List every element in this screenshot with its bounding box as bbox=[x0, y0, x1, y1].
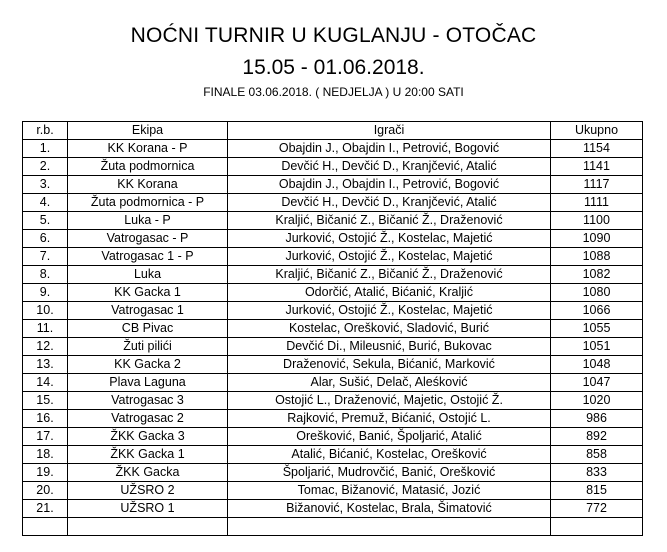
cell-ukupno: 815 bbox=[551, 482, 643, 500]
cell-rb: 8. bbox=[23, 266, 68, 284]
cell-rb: 5. bbox=[23, 212, 68, 230]
cell-rb: 4. bbox=[23, 194, 68, 212]
cell-ekipa bbox=[68, 518, 228, 536]
table-row bbox=[23, 212, 643, 230]
cell-rb: 9. bbox=[23, 284, 68, 302]
cell-igraci: Špoljarić, Mudrovčić, Banić, Orešković bbox=[228, 464, 551, 482]
cell-ukupno: 1047 bbox=[551, 374, 643, 392]
cell-ekipa: Vatrogasac - P bbox=[68, 230, 228, 248]
cell-ukupno: 1100 bbox=[551, 212, 643, 230]
cell-rb: 3. bbox=[23, 176, 68, 194]
cell-igraci: Obajdin J., Obajdin I., Petrović, Bogović bbox=[228, 176, 551, 194]
cell-igraci: Jurković, Ostojić Ž., Kostelac, Majetić bbox=[228, 302, 551, 320]
cell-ukupno: 1154 bbox=[551, 140, 643, 158]
results-table bbox=[22, 121, 643, 536]
cell-igraci: Odorčić, Atalić, Bićanić, Kraljić bbox=[228, 284, 551, 302]
cell-ukupno: 1048 bbox=[551, 356, 643, 374]
cell-ekipa: Žuti pilići bbox=[68, 338, 228, 356]
table-row bbox=[23, 518, 643, 536]
cell-ukupno: 1088 bbox=[551, 248, 643, 266]
cell-rb: 17. bbox=[23, 428, 68, 446]
cell-ukupno: 833 bbox=[551, 464, 643, 482]
table-row bbox=[23, 320, 643, 338]
cell-igraci: Bižanović, Kostelac, Brala, Šimatović bbox=[228, 500, 551, 518]
cell-ekipa: Plava Laguna bbox=[68, 374, 228, 392]
cell-rb: 19. bbox=[23, 464, 68, 482]
table-row bbox=[23, 248, 643, 266]
cell-rb: 20. bbox=[23, 482, 68, 500]
table-row bbox=[23, 482, 643, 500]
cell-igraci: Obajdin J., Obajdin I., Petrović, Bogović bbox=[228, 140, 551, 158]
cell-igraci: Kraljić, Bičanić Z., Bičanić Ž., Draženović bbox=[228, 266, 551, 284]
cell-ekipa: Vatrogasac 3 bbox=[68, 392, 228, 410]
table-row bbox=[23, 428, 643, 446]
column-header-ukupno: Ukupno bbox=[551, 122, 643, 140]
table-row bbox=[23, 374, 643, 392]
table-row bbox=[23, 194, 643, 212]
cell-rb: 16. bbox=[23, 410, 68, 428]
finale-info: FINALE 03.06.2018. ( NEDJELJA ) U 20:00 SATI bbox=[203, 85, 464, 99]
cell-ukupno: 1082 bbox=[551, 266, 643, 284]
cell-ukupno: 1090 bbox=[551, 230, 643, 248]
cell-igraci: Jurković, Ostojić Ž., Kostelac, Majetić bbox=[228, 248, 551, 266]
cell-ukupno: 1066 bbox=[551, 302, 643, 320]
cell-igraci: Alar, Sušić, Delač, Aleśković bbox=[228, 374, 551, 392]
cell-igraci: Tomac, Bižanović, Matasić, Jozić bbox=[228, 482, 551, 500]
cell-ekipa: KK Korana bbox=[68, 176, 228, 194]
cell-ukupno: 986 bbox=[551, 410, 643, 428]
table-row bbox=[23, 356, 643, 374]
cell-ukupno: 892 bbox=[551, 428, 643, 446]
cell-ukupno: 1111 bbox=[551, 194, 643, 212]
cell-ukupno: 858 bbox=[551, 446, 643, 464]
cell-rb bbox=[23, 518, 68, 536]
cell-igraci: Rajković, Premuž, Bićanić, Ostojić L. bbox=[228, 410, 551, 428]
cell-ukupno: 1080 bbox=[551, 284, 643, 302]
cell-ukupno: 1020 bbox=[551, 392, 643, 410]
cell-rb: 18. bbox=[23, 446, 68, 464]
cell-ekipa: ŽKK Gacka 3 bbox=[68, 428, 228, 446]
cell-rb: 1. bbox=[23, 140, 68, 158]
cell-rb: 13. bbox=[23, 356, 68, 374]
table-header-row bbox=[23, 122, 643, 140]
cell-igraci: Devčić H., Devčić D., Kranjčević, Atalić bbox=[228, 158, 551, 176]
cell-igraci: Jurković, Ostojić Ž., Kostelac, Majetić bbox=[228, 230, 551, 248]
cell-igraci: Kostelac, Orešković, Sladović, Burić bbox=[228, 320, 551, 338]
table-row bbox=[23, 266, 643, 284]
cell-ekipa: UŽSRO 1 bbox=[68, 500, 228, 518]
page-title: NOĆNI TURNIR U KUGLANJU - OTOČAC bbox=[130, 24, 537, 47]
cell-ekipa: ŽKK Gacka 1 bbox=[68, 446, 228, 464]
table-row bbox=[23, 338, 643, 356]
cell-igraci: Devčić H., Devčić D., Kranjčević, Atalić bbox=[228, 194, 551, 212]
date-range: 15.05 - 01.06.2018. bbox=[242, 56, 425, 79]
table-row bbox=[23, 140, 643, 158]
cell-ekipa: ŽKK Gacka bbox=[68, 464, 228, 482]
cell-igraci: Kraljić, Bičanić Z., Bičanić Ž., Draženović bbox=[228, 212, 551, 230]
cell-ukupno: 1055 bbox=[551, 320, 643, 338]
cell-igraci: Ostojić L., Draženović, Majetic, Ostojić Ž. bbox=[228, 392, 551, 410]
table-row bbox=[23, 158, 643, 176]
cell-rb: 15. bbox=[23, 392, 68, 410]
cell-rb: 11. bbox=[23, 320, 68, 338]
column-header-rb: r.b. bbox=[23, 122, 68, 140]
cell-igraci: Devčić Di., Mileusnić, Burić, Bukovac bbox=[228, 338, 551, 356]
cell-ekipa: UŽSRO 2 bbox=[68, 482, 228, 500]
cell-igraci bbox=[228, 518, 551, 536]
table-row bbox=[23, 446, 643, 464]
column-header-ekipa: Ekipa bbox=[68, 122, 228, 140]
cell-rb: 6. bbox=[23, 230, 68, 248]
results-body bbox=[23, 140, 643, 536]
cell-rb: 10. bbox=[23, 302, 68, 320]
table-row bbox=[23, 176, 643, 194]
cell-rb: 21. bbox=[23, 500, 68, 518]
cell-ekipa: Luka - P bbox=[68, 212, 228, 230]
cell-ekipa: Vatrogasac 2 bbox=[68, 410, 228, 428]
cell-ekipa: KK Korana - P bbox=[68, 140, 228, 158]
table-row bbox=[23, 410, 643, 428]
cell-rb: 2. bbox=[23, 158, 68, 176]
cell-ukupno: 1117 bbox=[551, 176, 643, 194]
table-row bbox=[23, 302, 643, 320]
cell-rb: 7. bbox=[23, 248, 68, 266]
cell-ekipa: Vatrogasac 1 bbox=[68, 302, 228, 320]
cell-igraci: Draženović, Sekula, Bićanić, Marković bbox=[228, 356, 551, 374]
table-row bbox=[23, 392, 643, 410]
table-row bbox=[23, 230, 643, 248]
cell-ekipa: Luka bbox=[68, 266, 228, 284]
cell-igraci: Atalić, Bićanić, Kostelac, Orešković bbox=[228, 446, 551, 464]
cell-ekipa: CB Pivac bbox=[68, 320, 228, 338]
cell-ekipa: Žuta podmornica - P bbox=[68, 194, 228, 212]
cell-ukupno: 772 bbox=[551, 500, 643, 518]
cell-ukupno bbox=[551, 518, 643, 536]
cell-ekipa: Vatrogasac 1 - P bbox=[68, 248, 228, 266]
cell-ekipa: KK Gacka 1 bbox=[68, 284, 228, 302]
cell-rb: 12. bbox=[23, 338, 68, 356]
table-row bbox=[23, 500, 643, 518]
cell-ekipa: KK Gacka 2 bbox=[68, 356, 228, 374]
table-row bbox=[23, 464, 643, 482]
cell-ukupno: 1141 bbox=[551, 158, 643, 176]
cell-igraci: Orešković, Banić, Špoljarić, Atalić bbox=[228, 428, 551, 446]
cell-ekipa: Žuta podmornica bbox=[68, 158, 228, 176]
cell-rb: 14. bbox=[23, 374, 68, 392]
column-header-igraci: Igrači bbox=[228, 122, 551, 140]
table-row bbox=[23, 284, 643, 302]
cell-ukupno: 1051 bbox=[551, 338, 643, 356]
